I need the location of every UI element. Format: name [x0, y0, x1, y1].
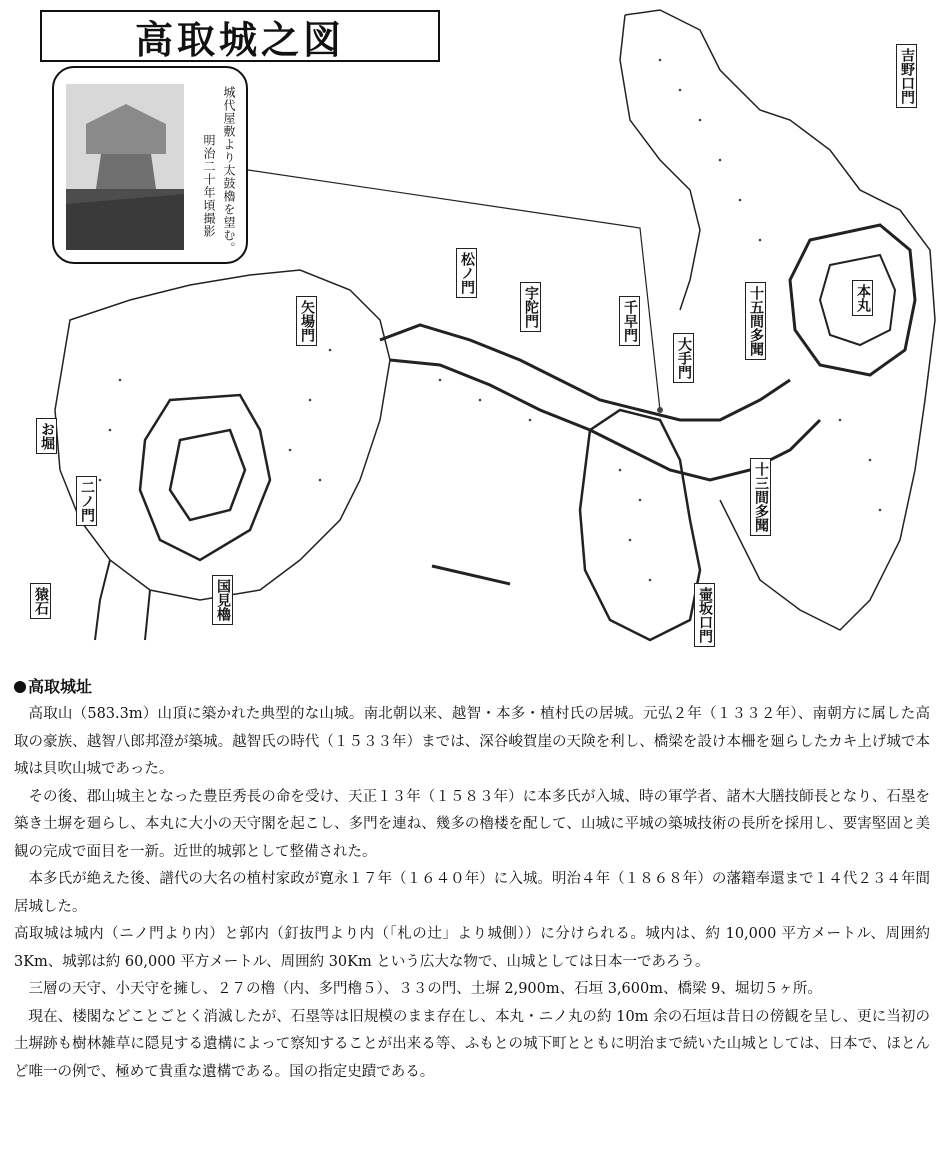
article-paragraph-5: 三層の天守、小天守を擁し、２７の櫓（内、多門櫓５）、３３の門、土塀 2,900m、石垣 3,600m、橋梁 9、堀切５ヶ所。: [28, 981, 822, 997]
label-yoshino-gate: 吉野口門: [896, 44, 917, 108]
label-jugoken-tamon: 十五間多聞: [745, 282, 766, 360]
article-heading: 高取城址: [14, 675, 930, 699]
label-matsu-gate: 松ノ門: [456, 248, 477, 298]
label-jusanken-tamon: 十三間多聞: [750, 458, 771, 536]
label-ninomon: 二ノ門: [76, 476, 97, 526]
bullet-icon: [14, 681, 26, 693]
map-title: 高取城之図: [40, 10, 440, 62]
photo-frame: [52, 66, 248, 264]
label-chihaya-gate: 千早門: [619, 296, 640, 346]
ninomaru-wall: [170, 430, 245, 520]
northeast-ridge-outline: [625, 10, 935, 630]
historic-photo: [66, 84, 184, 250]
label-uda-gate: 宇陀門: [520, 282, 541, 332]
photo-caption-line2: 明治二十年頃撮影: [202, 134, 216, 238]
west-inner-wall: [140, 395, 270, 560]
label-yaba-gate: 矢場門: [296, 296, 317, 346]
central-corridor-north: [380, 325, 790, 420]
article-paragraph-3: 本多氏が絶えた後、譜代の大名の植村家政が寛永１７年（１６４０年）に入城。明治４年（１８６８年）の藩籍奉還まで１４代２３４年間居城した。: [14, 871, 930, 915]
south-bailey-wall: [580, 410, 700, 640]
label-ote-gate: 大手門: [673, 333, 694, 383]
photo-pointer-line: [248, 170, 660, 410]
article-paragraph-6: 現在、楼閣などことごとく消滅したが、石塁等は旧規模のまま存在し、本丸・ニノ丸の約 10m 余の石垣は昔日の傍観を呈し、更に当初の土塀跡も樹林雑草に隠見する遺構によって察知することが出来る等、ふもとの城下町とともに明治まで続いた山城としては、日本で、ほとんど唯一の例で、極めて貴重な遺構である。国の指定史蹟である。: [14, 1008, 930, 1080]
article: [14, 675, 930, 1086]
article-paragraph-1: 高取山（583.3m）山頂に築かれた典型的な山城。南北朝以来、越智・本多・植村氏の居城。元弘２年（１３３２年）、南朝方に属した高取の豪族、越智八郎邦澄が築城。越智氏の時代（１５３３年）までは、深谷峻賀崖の天険を利し、橋梁を設け本柵を廻らしたカキ上げ城で本城は貝吹山城であった。: [14, 706, 930, 777]
north-arrow: [432, 566, 510, 584]
label-saruishi: 猿石: [30, 583, 51, 619]
label-honmaru: 本丸: [852, 280, 873, 316]
photo-caption-line1: 城代屋敷より太鼓櫓を望む。: [222, 86, 236, 255]
label-tsubosaka-gate: 壷坂口門: [694, 583, 715, 647]
west-lobe-outline: [55, 270, 390, 600]
west-corridor: [95, 560, 150, 640]
article-paragraph-4: 高取城は城内（ニノ門より内）と郭内（釘抜門より内（「札の辻」より城側））に分けられる。城内は、約 10,000 平方メートル、周囲約 3Km、城郭は約 60,000 平方メートル、周囲約 30Km という広大な物で、山城としては日本一であろう。: [14, 926, 930, 970]
label-kunimi-yagura: 国見櫓: [212, 575, 233, 625]
article-paragraph-2: その後、郡山城主となった豊臣秀長の命を受け、天正１３年（１５８３年）に本多氏が入城、時の軍学者、諸木大膳技師長となり、石塁を築き土塀を廻らし、本丸に大小の天守閣を起こし、多門を連ね、幾多の櫓楼を配して、山城に平城の築城技術の長所を採用し、要害堅固と美観の完成で面目を一新。近世的城郭として整備された。: [14, 788, 930, 860]
label-ohori: お堀: [36, 418, 57, 454]
